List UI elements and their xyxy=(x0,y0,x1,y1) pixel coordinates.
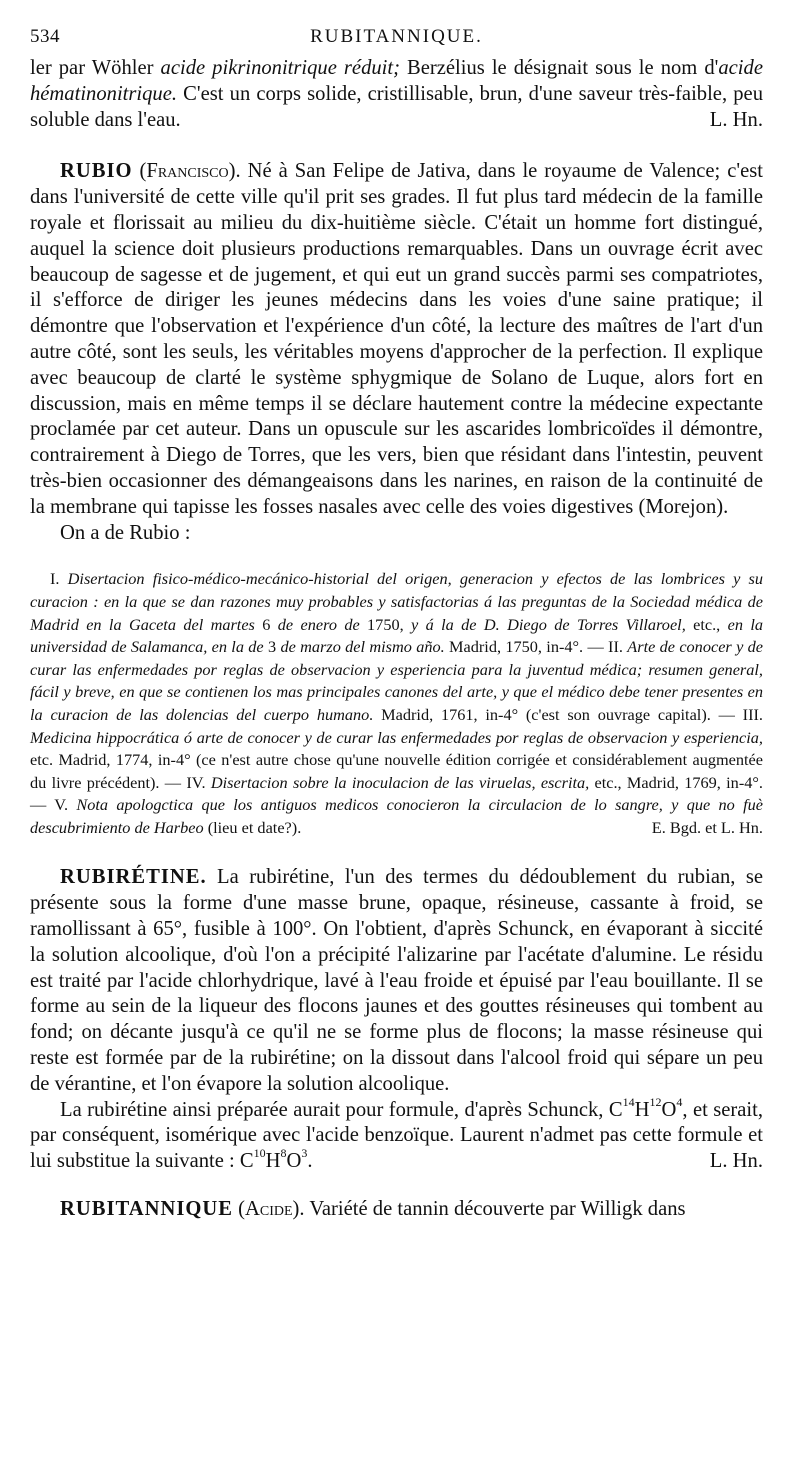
spacer xyxy=(30,133,763,159)
headword-rubio: RUBIO xyxy=(60,160,133,183)
entry-rubiretine xyxy=(30,865,763,1097)
entry-rubio xyxy=(30,159,763,520)
qualifier-rubitannique: (Acide). xyxy=(238,1198,305,1221)
spacer xyxy=(30,839,763,865)
page xyxy=(30,26,763,1223)
spacer xyxy=(30,546,763,568)
continuation-paragraph: ler par Wöhler acide pikrinonitrique réduit; Berzélius le désignait sous le nom d'acide hématinonitrique. C'est un corps solide, cristillisable, brun, d'une saveur très-faible, peu soluble dans l'eau. L. Hn. xyxy=(30,56,763,133)
header-title: RUBITANNIQUE. xyxy=(310,26,483,47)
signature: L. Hn. xyxy=(709,1150,763,1173)
entry-text-rubiretine: La rubirétine, l'un des termes du dédoublement du rubian, se présente sous la forme d'une masse brune, opaque, résineuse, cassante à froid, se ramollissant à 65°, fusible à 100°. On l'obtient, d'après Schunck, en évaporant à siccité la solution alcoolique, d'où l'on a précipité l'alizarine par l'acétate d'alumine. Le résidu est traité par l'acide chlorhydrique, lavé à l'eau froide et épuisé par l'eau bouillante. Il se forme au sein de la liqueur des flocons jaunes et des gouttes résineuses qui tombent au fond; on décante jusqu'à ce qu'il ne se forme plus de flocons; la masse résineuse qui reste est formée par de la rubirétine; on la dissout dans l'alcool froid qui sépare un peu de vérantine, et l'on évapore la solution alcoolique. xyxy=(30,866,763,1095)
entry-text-rubitannique: Variété de tannin découverte par Willigk dans xyxy=(309,1198,686,1221)
headword-rubitannique: RUBITANNIQUE xyxy=(60,1198,233,1221)
rubiretine-formula-paragraph: La rubirétine ainsi préparée aurait pour formule, d'après Schunck, $C^{14}H^{12}O^4$, et serait, par conséquent, isomérique avec l'acide benzoïque. Laurent n'admet pas cette formule et lui substitue la suivante : $C^{10}H^8O^3$. L. Hn. xyxy=(30,1098,763,1175)
running-head xyxy=(30,26,763,56)
qualifier-rubio: (Francisco). xyxy=(139,160,241,183)
signature: L. Hn. xyxy=(709,108,763,131)
signature: E. Bgd. et L. Hn. xyxy=(651,817,763,837)
bibliography: I. Disertacion fisico-médico-mecánico-historial del origen, generacion y efectos de las lombrices y su curacion : en la que se dan razones muy probables y satisfactorias á las preguntas de la Sociedad médica de Madrid en la Gaceta del martes 6 de enero de 1750, y á la de D. Diego de Torres Villaroel, etc., en la universidad de Salamanca, en la de 3 de marzo del mismo año. Madrid, 1750, in-4°. — II. Arte de conocer y de curar las enfermedades por reglas de observacion y esperiencia para la juventud médica; resumen general, fácil y breve, en que se contienen los mas principales canones del arte, y que el médico debe tener presentes en la curacion de las dolencias del cuerpo humano. Madrid, 1761, in-4° (c'est son ouvrage capital). — III. Medicina hippocrática ó arte de conocer y de curar las enfermedades por reglas de observacion y esperiencia, etc. Madrid, 1774, in-4° (ce n'est autre chose qu'une nouvelle édition corrigée et considérablement augmentée du livre précédent). — IV. Disertacion sobre la inoculacion de las viruelas, escrita, etc., Madrid, 1769, in-4°. — V. Nota apologctica que los antiguos medicos conocieron la circulacion de lo sangre, y que no fuè descubrimiento de Harbeo (lieu et date?). E. Bgd. et L. Hn. xyxy=(30,568,763,839)
page-number: 534 xyxy=(30,26,60,47)
entry-text-rubio: Né à San Felipe de Jativa, dans le royaume de Valence; c'est dans l'université de cette ville qu'il prit ses grades. Il fut plus tard médecin de la famille royale et florissait au milieu du dix-huitième siècle. C'était un homme fort distingué, auquel la science doit plusieurs productions remarquables. Dans un ouvrage écrit avec beaucoup de sagesse et de jugement, et qui eut un grand succès parmi ses compatriotes, il s'efforce de diriger les jeunes médecins dans les voies d'une saine pratique; il démontre que l'observation et l'expérience d'un côté, la lecture des maîtres de l'art d'un autre côté, sont les seuls, les véritables moyens d'approcher de la perfection. Il explique avec beaucoup de clarté le système sphygmique de Solano de Luque, alors fort en discussion, mais en même temps il se déclare hautement contre la médecine expectante proclamée par cet auteur. Dans un opuscule sur les ascarides lombricoïdes il démontre, contrairement à Diego de Torres, que les vers, bien que résidant dans l'intestin, peuvent très-bien occasionner des démangeaisons dans les narines, en raison de la continuité de la membrane qui tapisse les fosses nasales avec celle des voies digestives (Morejon). xyxy=(30,160,763,518)
entry-rubitannique xyxy=(30,1197,763,1223)
headword-rubiretine: RUBIRÉTINE. xyxy=(60,866,207,889)
spacer xyxy=(30,1175,763,1197)
works-intro: On a de Rubio : xyxy=(60,521,191,544)
